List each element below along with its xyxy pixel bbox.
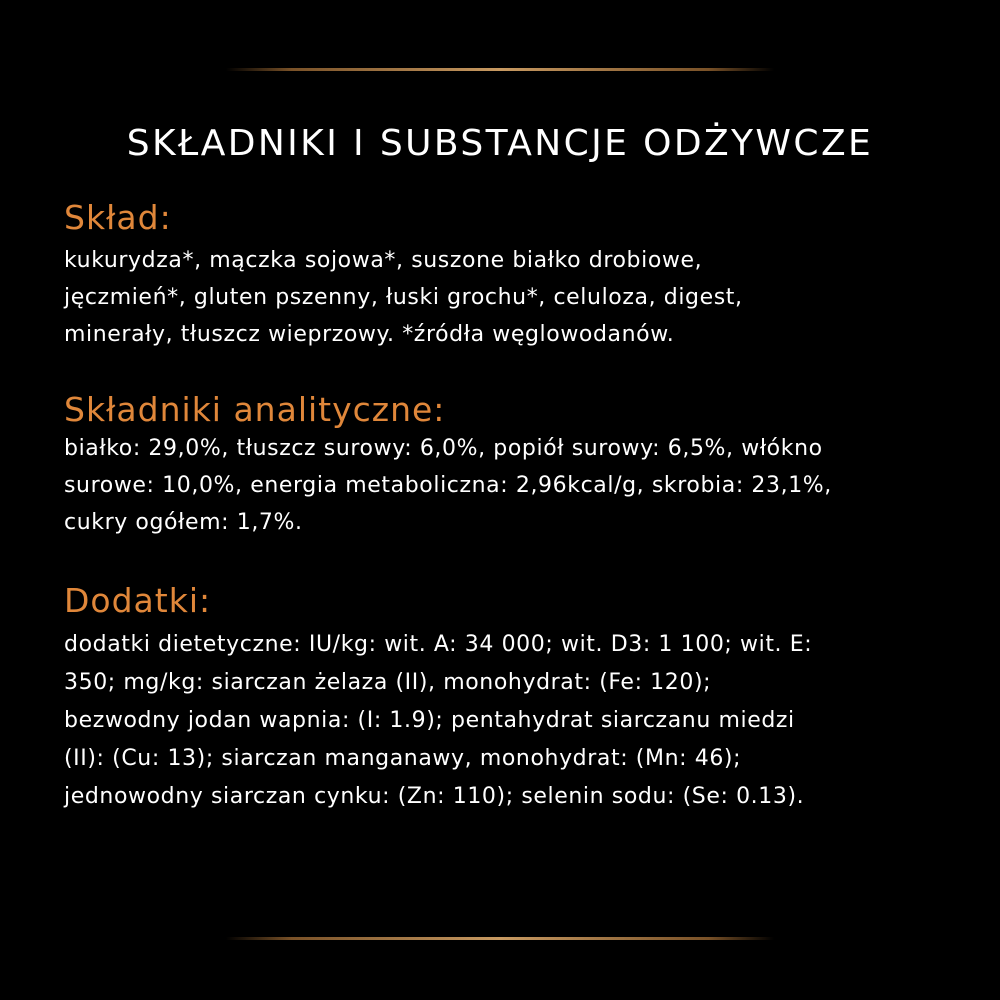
composition-line: jęczmień*, gluten pszenny, łuski grochu*, celuloza, digest, xyxy=(64,285,743,310)
bottom-gold-divider xyxy=(226,937,774,940)
additives-line: bezwodny jodan wapnia: (I: 1.9); pentahydrat siarczanu miedzi xyxy=(64,708,795,733)
composition-heading: Skład: xyxy=(64,198,172,237)
additives-line: jednowodny siarczan cynku: (Zn: 110); selenin sodu: (Se: 0.13). xyxy=(64,784,805,809)
analytical-line: cukry ogółem: 1,7%. xyxy=(64,510,303,535)
composition-line: minerały, tłuszcz wieprzowy. *źródła węglowodanów. xyxy=(64,322,675,347)
additives-text xyxy=(64,626,944,816)
analytical-text xyxy=(64,430,944,541)
additives-line: dodatki dietetyczne: IU/kg: wit. A: 34 000; wit. D3: 1 100; wit. E: xyxy=(64,632,813,657)
composition-line: kukurydza*, mączka sojowa*, suszone białko drobiowe, xyxy=(64,248,703,273)
page-title: SKŁADNIKI I SUBSTANCJE ODŻYWCZE xyxy=(126,123,874,164)
top-gold-divider xyxy=(226,68,774,71)
analytical-line: surowe: 10,0%, energia metaboliczna: 2,96kcal/g, skrobia: 23,1%, xyxy=(64,473,832,498)
additives-heading: Dodatki: xyxy=(64,581,212,620)
analytical-heading: Składniki analityczne: xyxy=(64,390,446,429)
composition-text xyxy=(64,242,944,353)
additives-line: 350; mg/kg: siarczan żelaza (II), monohydrat: (Fe: 120); xyxy=(64,670,712,695)
analytical-line: białko: 29,0%, tłuszcz surowy: 6,0%, popiół surowy: 6,5%, włókno xyxy=(64,436,823,461)
additives-line: (II): (Cu: 13); siarczan manganawy, monohydrat: (Mn: 46); xyxy=(64,746,742,771)
